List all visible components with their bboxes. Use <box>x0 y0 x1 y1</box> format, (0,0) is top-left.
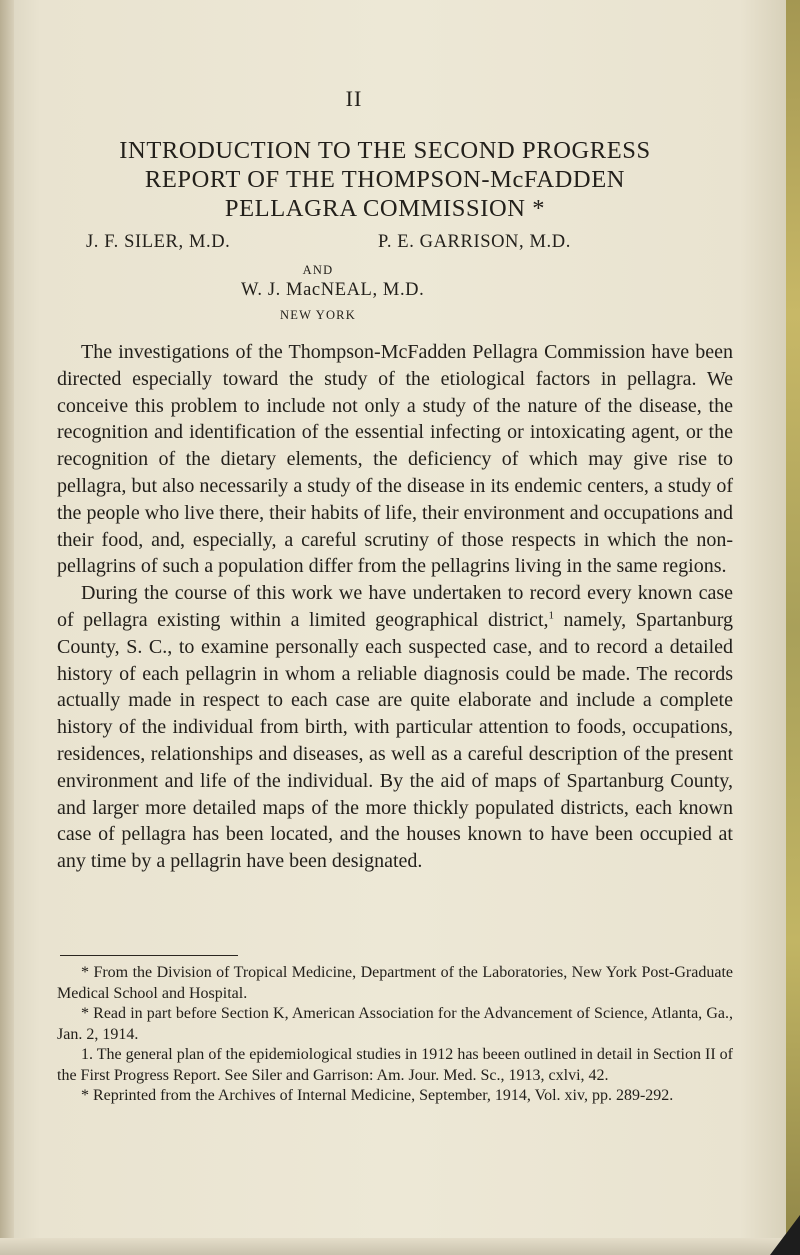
paragraph-1: The investigations of the Thompson-McFadden Pellagra Commission have been directed especially toward the study of the etiological factors in pellagra. We conceive this problem to include not only a study of the nature of the disease, the recognition and identification of the essential infecting or intoxicating agent, or the recognition of the dietary elements, the deficiency of which may give rise to pellagra, but also necessarily a study of the disease in its endemic centers, a study of the people who live there, their habits of life, their environment and occupations and their food, and, especially, a careful scrutiny of those respects in which the non-pellagrins of such a population differ from the pellagrins living in the same regions. <box>57 341 733 578</box>
author-siler: J. F. SILER, M.D. <box>86 232 231 252</box>
footnote-ref-1: 1 <box>548 609 554 622</box>
paragraph-2-part-b: namely, Spartanburg County, S. C., to examine personally each suspected case, and to record a detailed history of each pellagrin in whom a reliable diagnosis could be made. The records actually made in respect to each case are quite elaborate and include a complete history of the individual from birth, with particular attention to foods, occupations, residences, relationships and diseases, as well as a careful description of the present environment and life of the individual. By the aid of maps of Spartanburg County, and larger more detailed maps of the more thickly populated districts, each known case of pellagra has been located, and the houses known to have been occupied at any time by a pellagrin have been designated. <box>57 608 733 873</box>
page-binding-edge <box>0 0 14 1255</box>
author-conjunction: AND <box>302 263 334 277</box>
footnote-4: * Reprinted from the Archives of Internal Medicine, September, 1914, Vol. xiv, pp. 289-292. <box>81 1087 674 1104</box>
footnotes <box>57 963 733 1107</box>
footnote-2: * Read in part before Section K, American Association for the Advancement of Science, Atlanta, Ga., Jan. 2, 1914. <box>57 1005 733 1043</box>
author-location: NEW YORK <box>280 308 356 322</box>
page-number: II <box>345 86 363 111</box>
author-macneal: W. J. MacNEAL, M.D. <box>241 280 425 300</box>
title-line-3: PELLAGRA COMMISSION * <box>224 195 546 222</box>
body-text <box>57 339 733 875</box>
author-garrison: P. E. GARRISON, M.D. <box>378 232 571 252</box>
paragraph-2 <box>57 580 733 875</box>
page-bottom-edge <box>0 1238 786 1255</box>
title-line-2: REPORT OF THE THOMPSON-McFADDEN <box>144 166 626 193</box>
footnote-divider <box>60 955 238 956</box>
article-title <box>40 136 730 223</box>
footnote-1: * From the Division of Tropical Medicine, Department of the Laboratories, New York Post-Graduate Medical School and Hospital. <box>57 964 733 1002</box>
footnote-3: 1. The general plan of the epidemiological studies in 1912 has beeen outlined in detail in Section II of the First Progress Report. See Siler and Garrison: Am. Jour. Med. Sc., 1913, cxlvi, 42. <box>57 1046 733 1084</box>
page-right-edge <box>786 0 800 1255</box>
page-corner-shadow <box>770 1215 800 1255</box>
title-line-1: INTRODUCTION TO THE SECOND PROGRESS <box>119 137 651 164</box>
paragraph-2-part-a: During the course of this work we have undertaken to record every known case of pellagra existing within a limited geographical district, <box>57 582 733 631</box>
